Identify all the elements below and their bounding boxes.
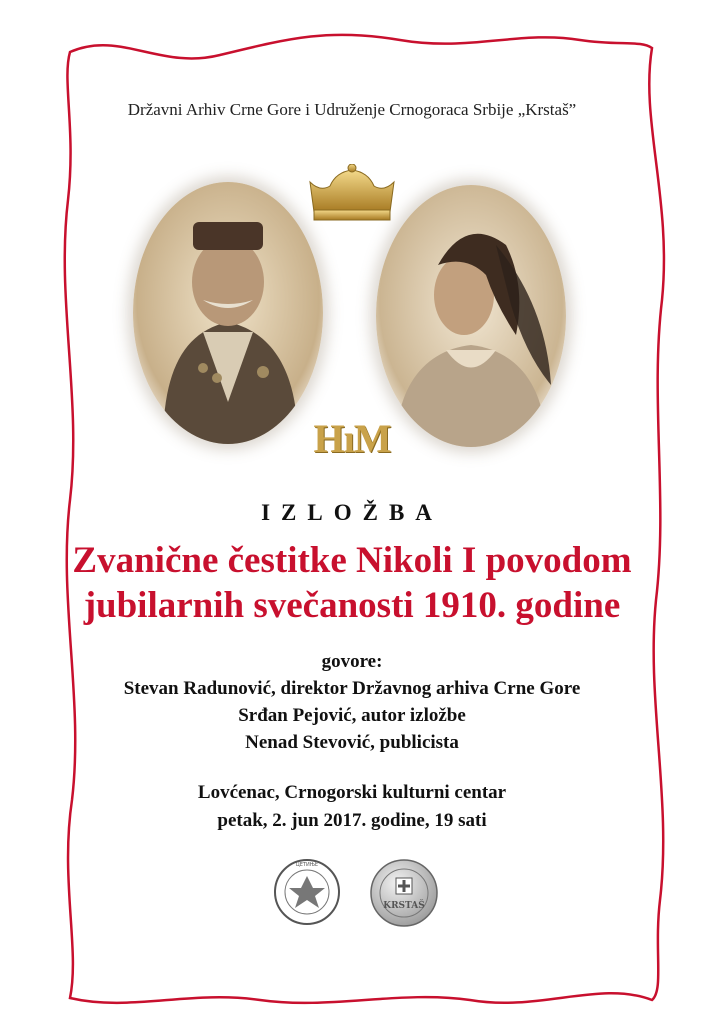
speakers-label: govore: — [321, 651, 383, 672]
title-line-2: jubilarnih svečanosti 1910. godine — [83, 585, 621, 626]
royal-monogram: HıM — [313, 416, 391, 461]
exhibition-heading: IZLOŽBA — [261, 500, 443, 525]
exhibition-title — [0, 538, 704, 628]
crown-icon — [306, 164, 398, 226]
speaker-3: Nenad Stevović, publicista — [245, 732, 459, 753]
date-text: petak, 2. jun 2017. godine, 19 sati — [217, 810, 487, 831]
portrait-king-nikola — [133, 182, 323, 444]
krstas-seal-text: KRSTAŠ — [383, 901, 425, 911]
venue-text: Lovćenac, Crnogorski kulturni centar — [197, 782, 507, 803]
speaker-2: Srđan Pejović, autor izložbe — [238, 705, 466, 726]
svg-text:ЦЕТИЊЕ: ЦЕТИЊЕ — [295, 862, 319, 868]
title-line-1: Zvanične čestitke Nikoli I povodom — [72, 540, 632, 581]
speaker-1: Stevan Radunović, direktor Državnog arhiva Crne Gore — [123, 678, 581, 699]
krstas-association-seal-icon — [369, 858, 439, 928]
portrait-queen-milena — [376, 185, 566, 447]
state-archive-seal-icon — [273, 858, 341, 926]
organizers-text: Državni Arhiv Crne Gore i Udruženje Crnogoraca Srbije „Krstaš” — [127, 100, 577, 119]
